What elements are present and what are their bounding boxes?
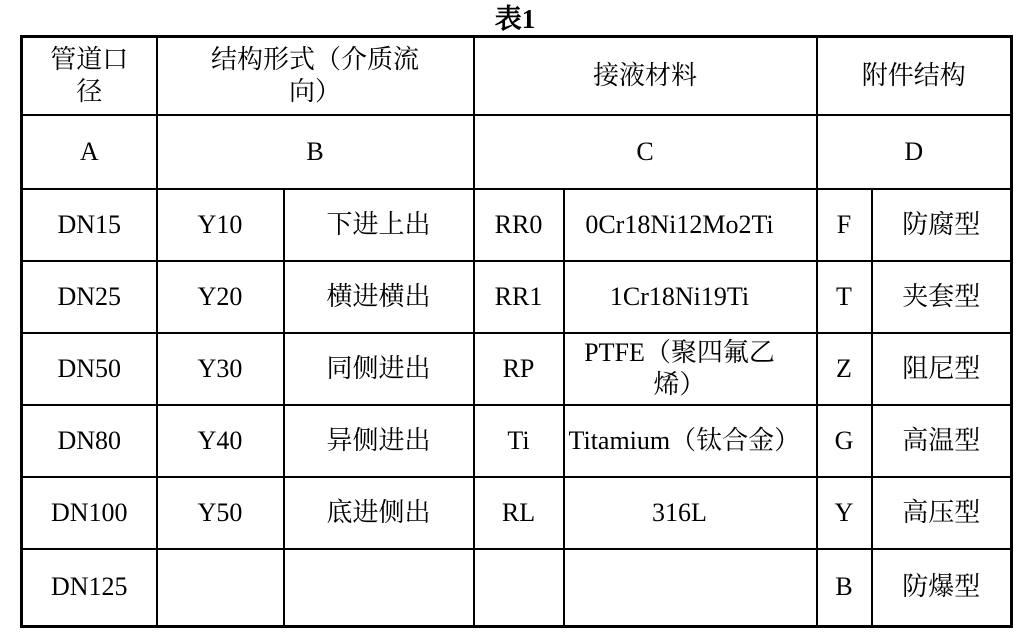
cell-accessory-name: 高温型 — [872, 405, 1012, 477]
header-structure-form — [157, 37, 474, 116]
table-row — [22, 477, 1012, 549]
cell-material-code — [474, 549, 564, 627]
cell-material-name-text: PTFE（聚四氟乙烯） — [584, 337, 775, 399]
cell-accessory-code: Z — [817, 333, 872, 405]
cell-material-name-text: Titamium（钛合金） — [568, 425, 801, 455]
cell-material-name — [564, 405, 817, 477]
header-pipe-diameter — [22, 37, 157, 116]
cell-flow-direction: 底进侧出 — [284, 477, 474, 549]
cell-material-name — [564, 261, 817, 333]
cell-material-code: RP — [474, 333, 564, 405]
cell-accessory-name: 防爆型 — [872, 549, 1012, 627]
header-row-codes — [22, 115, 1012, 189]
cell-flow-direction: 同侧进出 — [284, 333, 474, 405]
cell-pipe-size: DN15 — [22, 189, 157, 261]
cell-material-code: Ti — [474, 405, 564, 477]
cell-structure-code: Y10 — [157, 189, 284, 261]
cell-structure-code: Y30 — [157, 333, 284, 405]
cell-material-code: RR1 — [474, 261, 564, 333]
cell-flow-direction: 横进横出 — [284, 261, 474, 333]
table-row — [22, 549, 1012, 627]
header-pipe-diameter-label: 管道口径 — [50, 44, 129, 106]
table-row — [22, 405, 1012, 477]
cell-structure-code: Y40 — [157, 405, 284, 477]
cell-material-name-text: 316L — [652, 497, 707, 527]
cell-structure-code: Y50 — [157, 477, 284, 549]
cell-material-code: RL — [474, 477, 564, 549]
cell-pipe-size: DN80 — [22, 405, 157, 477]
cell-material-name — [564, 189, 817, 261]
cell-pipe-size: DN125 — [22, 549, 157, 627]
cell-accessory-code: F — [817, 189, 872, 261]
cell-accessory-name: 高压型 — [872, 477, 1012, 549]
cell-material-name — [564, 477, 817, 549]
cell-pipe-size: DN25 — [22, 261, 157, 333]
table-row — [22, 189, 1012, 261]
cell-accessory-name: 阻尼型 — [872, 333, 1012, 405]
cell-accessory-code: Y — [817, 477, 872, 549]
header-code-c: C — [474, 115, 817, 189]
cell-structure-code: Y20 — [157, 261, 284, 333]
cell-material-code: RR0 — [474, 189, 564, 261]
cell-accessory-name: 防腐型 — [872, 189, 1012, 261]
cell-structure-code — [157, 549, 284, 627]
cell-accessory-code: G — [817, 405, 872, 477]
header-accessory-structure: 附件结构 — [817, 37, 1012, 116]
cell-accessory-code: T — [817, 261, 872, 333]
cell-accessory-code: B — [817, 549, 872, 627]
cell-flow-direction: 异侧进出 — [284, 405, 474, 477]
selection-table — [20, 35, 1013, 628]
header-structure-form-label: 结构形式（介质流向） — [210, 44, 419, 106]
cell-material-name — [564, 549, 817, 627]
cell-flow-direction — [284, 549, 474, 627]
header-code-d: D — [817, 115, 1012, 189]
table-row — [22, 261, 1012, 333]
cell-pipe-size: DN100 — [22, 477, 157, 549]
header-code-b: B — [157, 115, 474, 189]
cell-flow-direction: 下进上出 — [284, 189, 474, 261]
cell-material-name-text: 0Cr18Ni12Mo2Ti — [585, 209, 774, 239]
cell-accessory-name: 夹套型 — [872, 261, 1012, 333]
table-row — [22, 333, 1012, 405]
header-code-a: A — [22, 115, 157, 189]
cell-pipe-size: DN50 — [22, 333, 157, 405]
table-title: 表1 — [494, 4, 536, 34]
header-wetted-material: 接液材料 — [474, 37, 817, 116]
header-row-titles — [22, 37, 1012, 116]
cell-material-name — [564, 333, 817, 405]
cell-material-name-text: 1Cr18Ni19Ti — [609, 281, 750, 311]
